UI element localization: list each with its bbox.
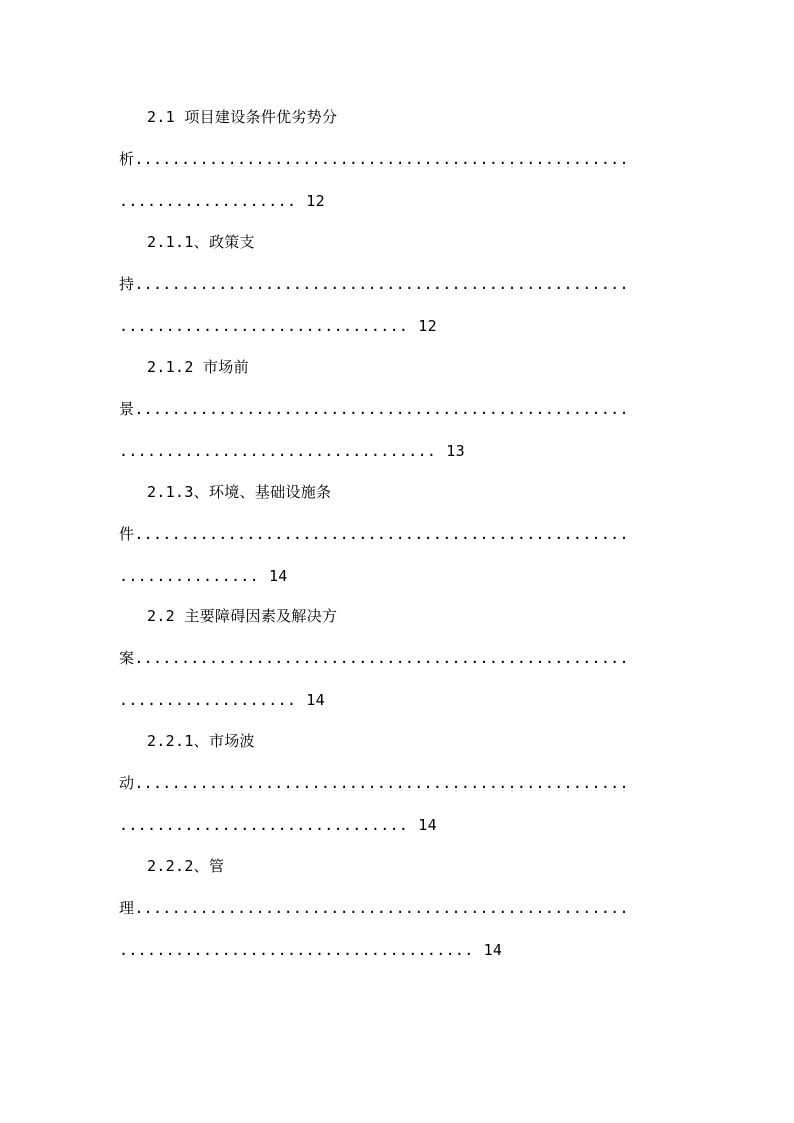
toc-entry-leader [119,566,288,586]
toc-entry-title[interactable]: 2.2.2、管 [147,857,225,875]
toc-page-number[interactable]: 14 [268,567,288,585]
toc-page-number[interactable]: 14 [306,691,325,709]
toc-leader-dots: ..................................................... [134,899,629,917]
toc-leader-dots: ..................................................... [134,649,629,667]
toc-entry-leader [119,690,325,710]
toc-continuation-char: 案 [119,649,135,667]
toc-entry-title[interactable]: 2.2.1、市场波 [147,732,255,750]
toc-entry-continuation [119,648,629,668]
toc-entry-leader [119,940,502,960]
toc-leader-dots: ............... [119,567,259,585]
toc-page-number[interactable]: 14 [483,941,503,959]
toc-leader-dots: ............................... [119,317,409,335]
toc-page-number[interactable]: 12 [418,317,437,335]
toc-entry-title[interactable]: 2.1.2 市场前 [147,358,249,376]
toc-page-number[interactable]: 13 [446,442,465,460]
toc-continuation-char: 件 [119,525,135,543]
toc-entry-title[interactable]: 2.1.1、政策支 [147,233,255,251]
toc-page-number[interactable]: 14 [418,816,437,834]
toc-leader-dots: ..................................................... [134,275,629,293]
toc-continuation-char: 理 [119,899,135,917]
toc-entry-continuation [119,149,629,169]
toc-entry-leader [119,191,325,211]
toc-entry-continuation [119,773,629,793]
toc-entry-continuation [119,399,629,419]
toc-leader-dots: ..................................................... [134,525,629,543]
toc-entry-continuation [119,524,629,544]
toc-leader-dots: ...................................... [119,941,474,959]
toc-entry-title[interactable]: 2.1 项目建设条件优劣势分 [147,108,338,126]
toc-leader-dots: ................... [119,691,297,709]
toc-entry-title[interactable]: 2.2 主要障碍因素及解决方 [147,607,338,625]
toc-continuation-char: 动 [119,774,135,792]
toc-entry-title[interactable]: 2.1.3、环境、基础设施条 [147,483,332,501]
toc-continuation-char: 析 [119,150,135,168]
toc-entry-leader [119,815,437,835]
toc-entry-leader [119,316,437,336]
toc-leader-dots: ..................................................... [134,400,629,418]
toc-leader-dots: ................... [119,192,297,210]
toc-entry-continuation [119,898,629,918]
toc-leader-dots: ..................................................... [134,774,629,792]
toc-leader-dots: .................................. [119,442,437,460]
toc-entry-leader [119,441,465,461]
toc-leader-dots: ..................................................... [134,150,629,168]
toc-continuation-char: 景 [119,400,135,418]
toc-continuation-char: 持 [119,275,135,293]
toc-page-number[interactable]: 12 [306,192,325,210]
toc-leader-dots: ............................... [119,816,409,834]
toc-entry-continuation [119,274,629,294]
